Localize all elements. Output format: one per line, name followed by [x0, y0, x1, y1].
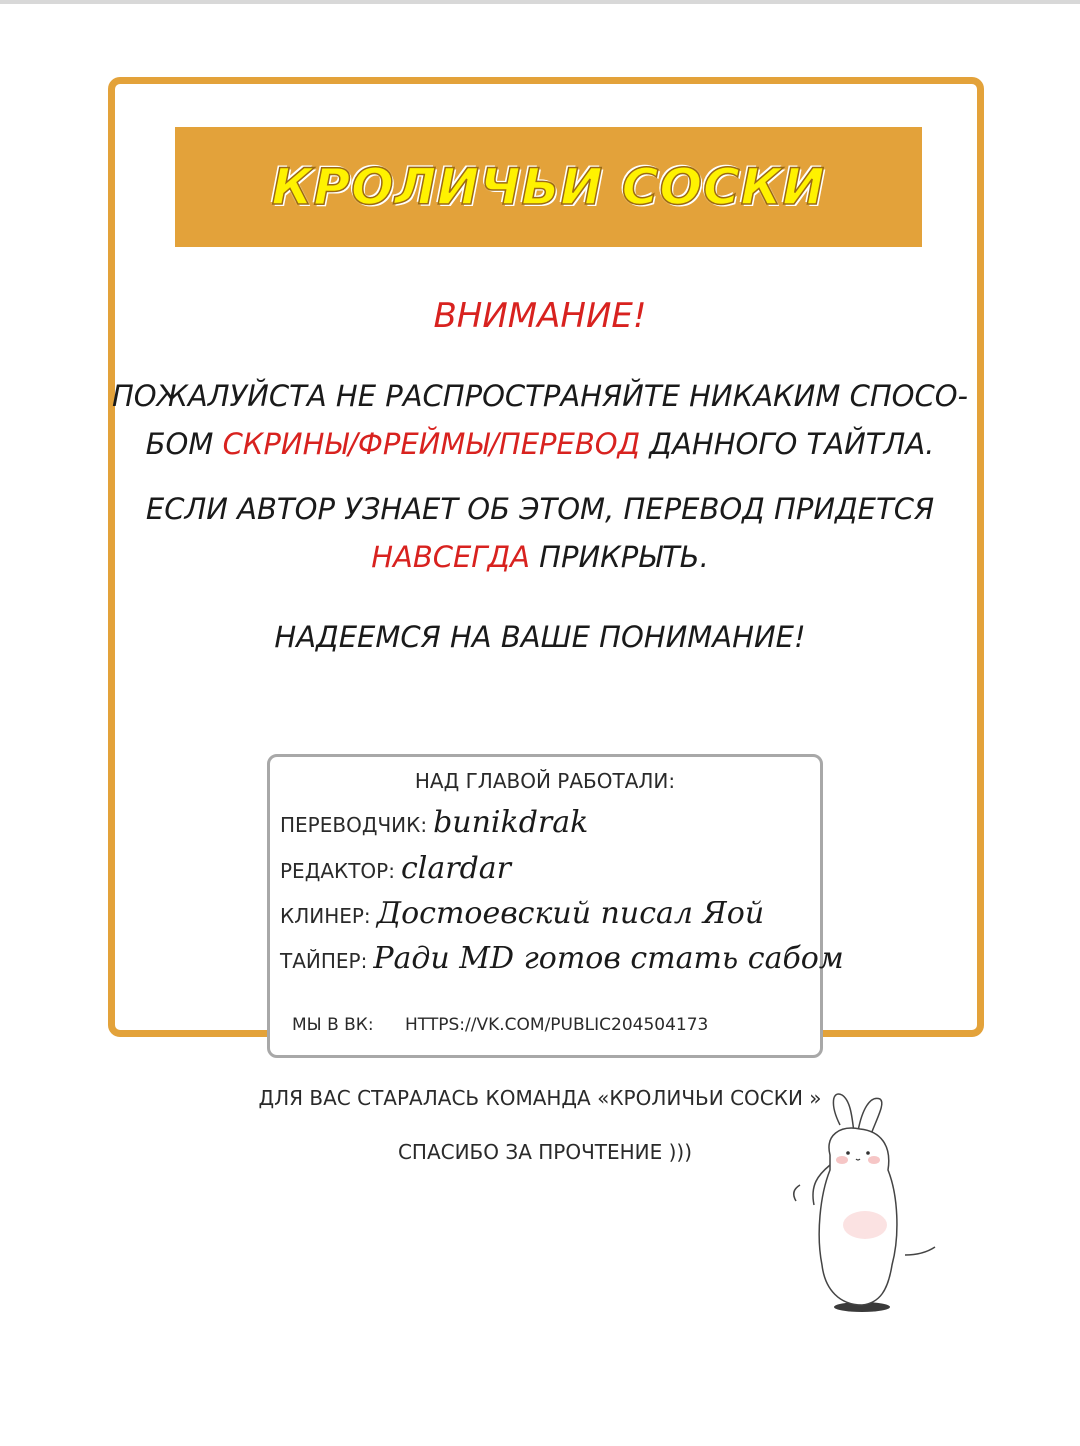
notice-line	[0, 533, 1080, 581]
title-banner	[175, 127, 922, 247]
notice-text: ДАННОГО ТАЙТЛА.	[640, 427, 935, 461]
credit-row-typer	[280, 941, 844, 976]
notice-paragraph-1	[0, 372, 1080, 468]
credit-role: ПЕРЕВОДЧИК:	[280, 813, 428, 837]
rabbit-illustration	[770, 1085, 960, 1315]
credit-role: РЕДАКТОР:	[280, 859, 395, 883]
notice-text: ПРИКРЫТЬ.	[529, 540, 709, 574]
credit-role: ТАЙПЕР:	[280, 949, 368, 973]
credit-name: Ради MD готов стать сабом	[373, 941, 844, 976]
credit-name: bunikdrak	[433, 805, 589, 840]
notice-line: ПОЖАЛУЙСТА НЕ РАСПРОСТРАНЯЙТЕ НИКАКИМ СПОСО-	[111, 379, 968, 413]
notice-line	[0, 420, 1080, 468]
credit-row-editor	[280, 851, 511, 886]
credit-name: clardar	[400, 851, 512, 886]
notice-text: БОМ	[145, 427, 223, 461]
credit-row-translator	[280, 805, 588, 840]
credit-role: КЛИНЕР:	[280, 904, 371, 928]
thanks-line: СПАСИБО ЗА ПРОЧТЕНИЕ )))	[397, 1140, 693, 1164]
credits-heading: НАД ГЛАВОЙ РАБОТАЛИ:	[414, 769, 676, 793]
team-title: КРОЛИЧЬИ СОСКИ	[271, 158, 826, 216]
notice-paragraph-3: НАДЕЕМСЯ НА ВАШЕ ПОНИМАНИЕ!	[274, 620, 806, 654]
notice-paragraph-2	[0, 485, 1080, 581]
team-credit-line: ДЛЯ ВАС СТАРАЛАСЬ КОМАНДА «КРОЛИЧЬИ СОСКИ »	[258, 1086, 822, 1110]
notice-highlight: СКРИНЫ/ФРЕЙМЫ/ПЕРЕВОД	[222, 427, 641, 461]
vk-label: МЫ В ВК:	[292, 1015, 374, 1035]
notice-line: ЕСЛИ АВТОР УЗНАЕТ ОБ ЭТОМ, ПЕРЕВОД ПРИДЕТСЯ	[145, 492, 935, 526]
credit-row-cleaner	[280, 896, 764, 931]
vk-link[interactable]: HTTPS://VK.COM/PUBLIC204504173	[405, 1015, 709, 1035]
credits-box	[267, 754, 844, 1058]
notice-highlight: НАВСЕГДА	[371, 540, 530, 574]
warning-heading: ВНИМАНИЕ!	[433, 296, 647, 336]
credit-name: Достоевский писал Яой	[376, 896, 765, 931]
top-edge	[0, 0, 1080, 4]
